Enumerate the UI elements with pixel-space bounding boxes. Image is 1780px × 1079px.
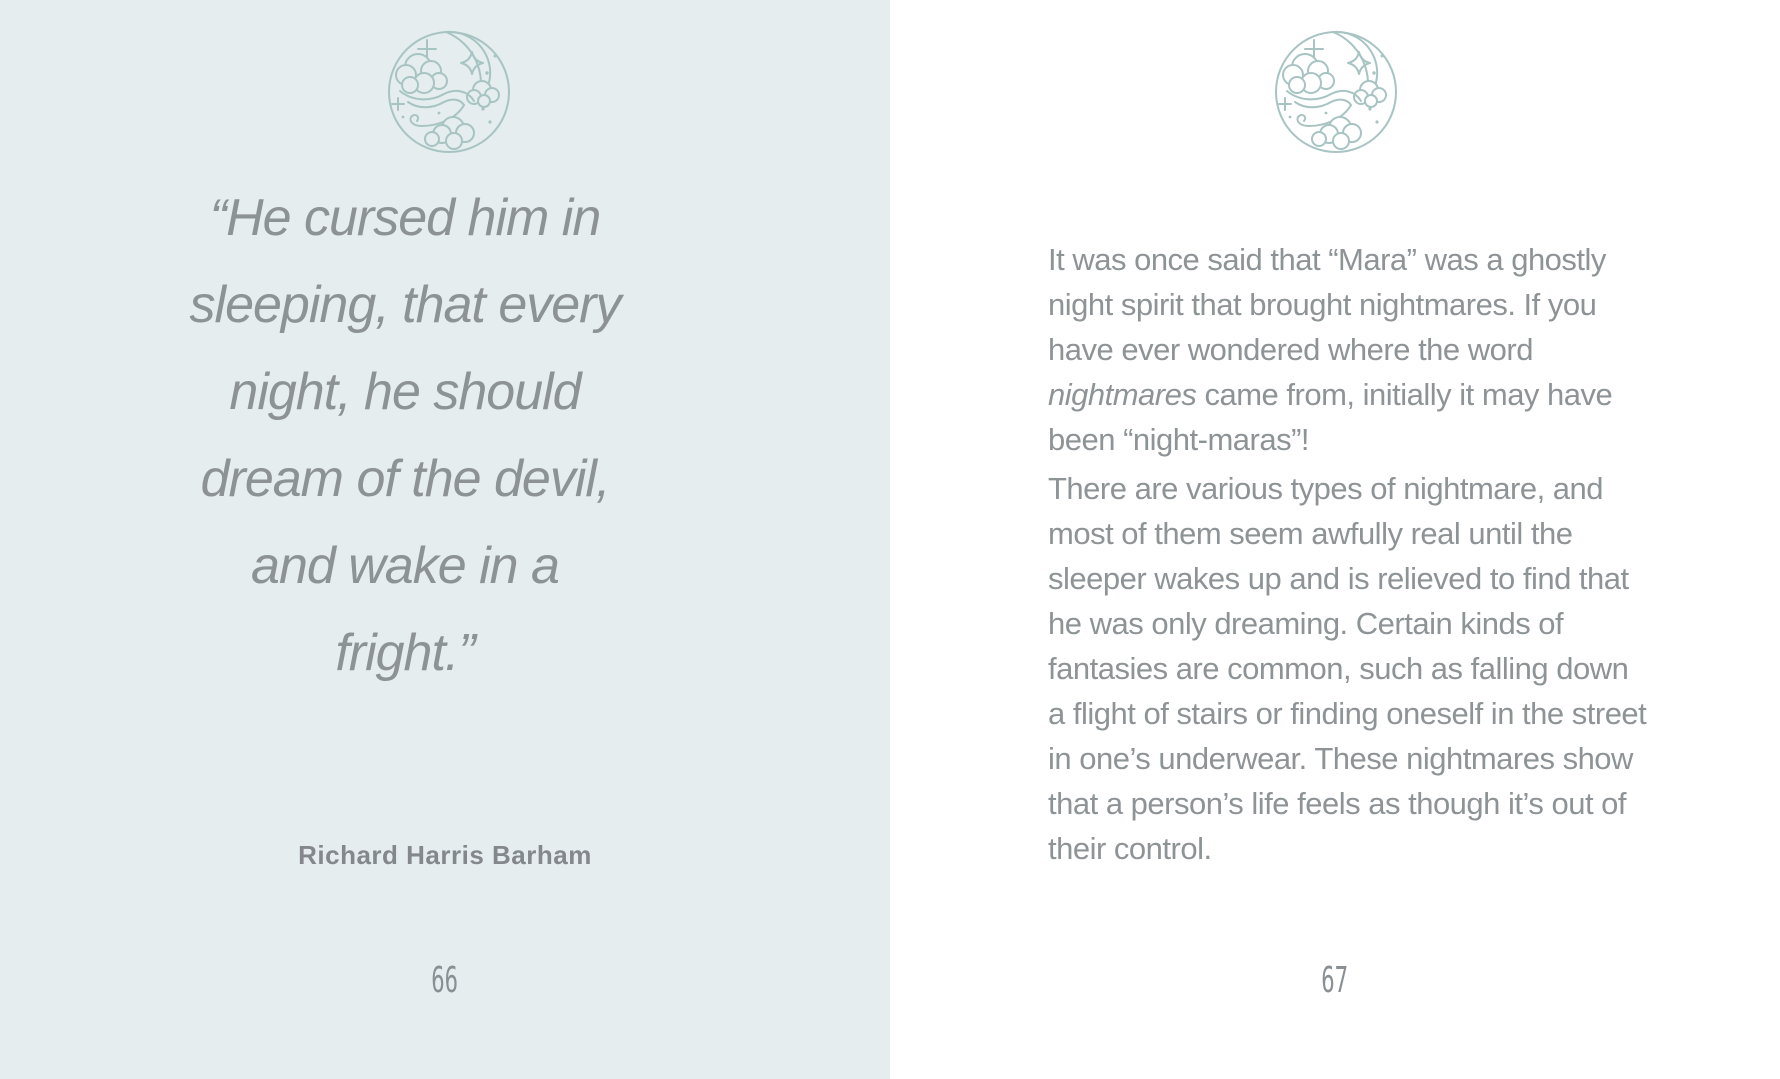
body-text	[1048, 237, 1648, 871]
moon-clouds-icon	[1273, 29, 1399, 155]
quote-text	[100, 175, 710, 697]
right-page	[890, 0, 1780, 1079]
page-number-right: 67	[1321, 960, 1349, 1001]
quote-line: “He cursed him in	[209, 189, 601, 247]
moon-clouds-icon	[386, 29, 512, 155]
quote-line: fright.”	[335, 624, 475, 682]
author-attribution: Richard Harris Barham	[298, 840, 592, 870]
body-paragraph-1	[1048, 237, 1648, 462]
quote-line: dream of the devil,	[200, 450, 610, 508]
quote-line: night, he should	[229, 363, 581, 421]
quote-line: sleeping, that every	[189, 276, 621, 334]
paragraph1-text: It was once said that “Mara” was a ghostly night spirit that brought nightmares. If you have ever wondered where the word	[1048, 242, 1606, 367]
italic-word: nightmares	[1048, 377, 1197, 412]
body-paragraph-2: There are various types of nightmare, and most of them seem awfully real until the sleeper wakes up and is relieved to find that he was only dreaming. Certain kinds of fantasies are common, such as falling down a flight of stairs or finding oneself in the street in one’s underwear. These nightmares show that a person’s life feels as though it’s out of their control.	[1048, 471, 1647, 866]
page-number-left: 66	[431, 960, 459, 1001]
quote-line: and wake in a	[251, 537, 559, 595]
paragraph1-text-after: came from, initially it may have been “night-maras”!	[1048, 377, 1613, 457]
